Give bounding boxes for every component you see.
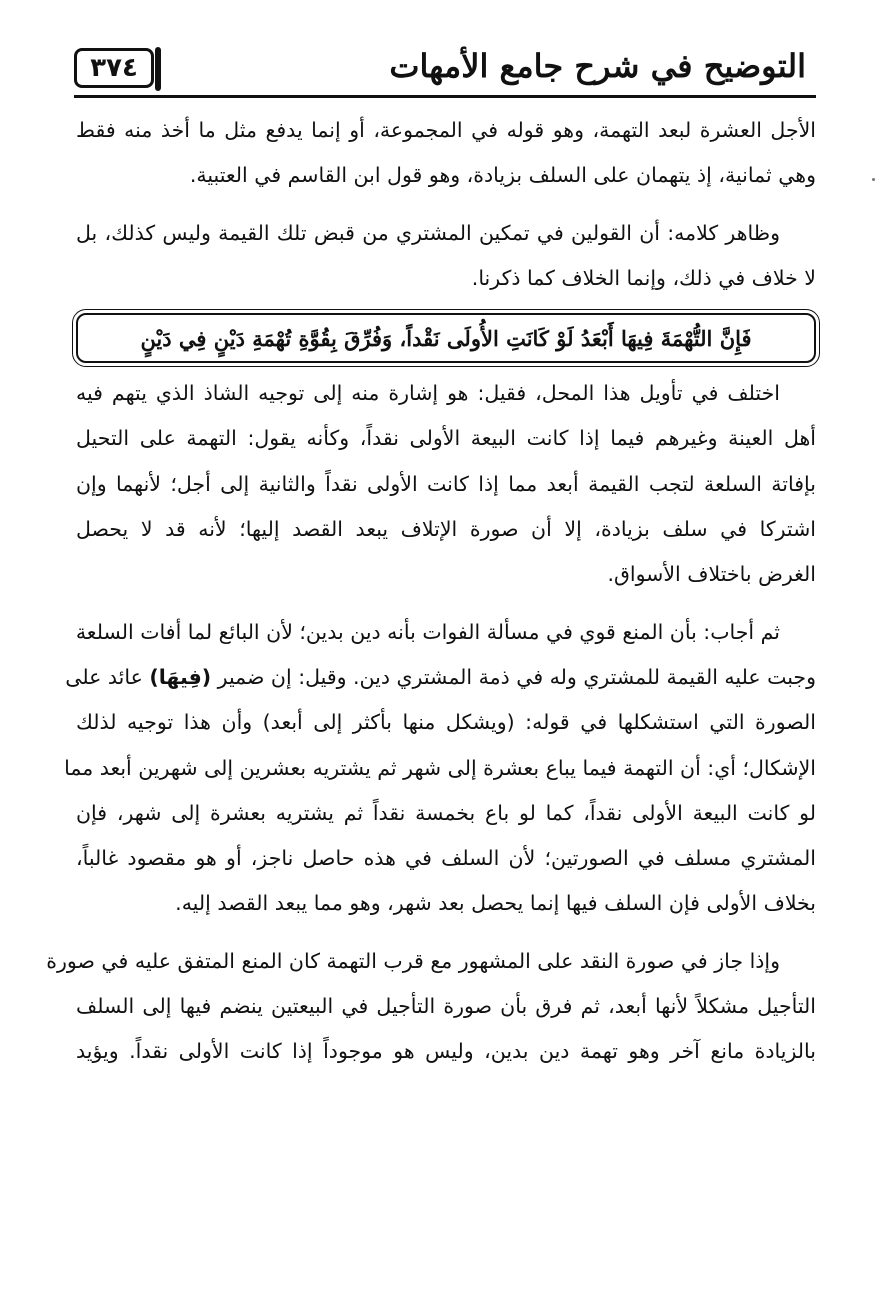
text-line: وظاهر كلامه: أن القولين في تمكين المشتري من قبض تلك القيمة وليس كذلك، بل	[76, 220, 780, 245]
text-line: بإفاتة السلعة لتجب القيمة أبعد مما إذا كانت الأولى نقداً والثانية إلى أجل؛ لأنهما وإن	[76, 471, 816, 496]
text-line: وهي ثمانية، إذ يتهمان على السلف بزيادة، وهو قول ابن القاسم في العتبية.	[189, 163, 816, 188]
page-header	[74, 40, 816, 96]
paragraph-3	[76, 371, 816, 597]
matn-box	[76, 313, 816, 363]
text-line: المشتري مسلف في الصورتين؛ لأن السلف في هذه حاصل ناجز، أو هو مقصود غالباً،	[76, 846, 816, 871]
text-line: لا خلاف في ذلك، وإنما الخلاف كما ذكرنا.	[471, 265, 816, 290]
paragraph-1	[76, 108, 816, 199]
quoted-word: (فِيهَا)	[149, 664, 212, 689]
text-line: اشتركا في سلف بزيادة، إلا أن صورة الإتلاف يبعد القصد إليها؛ لأنه قد لا يحصل	[76, 517, 816, 542]
scan-speck	[872, 178, 875, 181]
page-body	[46, 108, 816, 1075]
text-line: وإذا جاز في صورة النقد على المشهور مع قرب التهمة كان المنع المتفق عليه في صورة	[46, 948, 780, 973]
text-line: الصورة التي استشكلها في قوله: (ويشكل منها بأكثر إلى أبعد) وأن هذا توجيه لذلك	[76, 710, 816, 735]
text-line: بالزيادة مانع آخر وهو تهمة دين بدين، وليس هو موجوداً إذا كانت الأولى نقداً. ويؤيد	[76, 1039, 816, 1064]
header-divider	[74, 95, 816, 98]
paragraph-2	[76, 211, 816, 302]
text-line: الأجل العشرة لبعد التهمة، وهو قوله في المجموعة، أو إنما يدفع مثل ما أخذ منه فقط	[76, 118, 816, 142]
text-line: اختلف في تأويل هذا المحل، فقيل: هو إشارة منه إلى توجيه الشاذ الذي يتهم فيه	[76, 381, 780, 406]
text-line: ثم أجاب: بأن المنع قوي في مسألة الفوات بأنه دين بدين؛ لأن البائع لما أفات السلعة	[75, 619, 780, 644]
text-line: الإشكال؛ أي: أن التهمة فيما يباع بعشرة إلى شهر ثم يشتريه بعشرين إلى شهرين أبعد مما	[64, 755, 816, 780]
text-line: التأجيل مشكلاً لأنها أبعد، ثم فرق بأن صورة التأجيل في البيعتين ينضم فيها إلى السلف	[76, 994, 816, 1019]
text-segment: وجبت عليه القيمة للمشتري وله في ذمة المشتري دين. وقيل: إن ضمير	[217, 664, 816, 689]
paragraph-4	[64, 610, 816, 927]
matn-text: فَإِنَّ التُّهْمَةَ فِيهَا أَبْعَدُ لَوْ كَانَتِ الأُولَى نَقْداً، وَفُرِّقَ بِقُوَّةِ تُهْمَةِ دَيْنٍ فِي دَيْنٍ	[140, 325, 752, 351]
text-line: بخلاف الأولى فإن السلف فيها إنما يحصل بعد شهر، وهو مما يبعد القصد إليه.	[175, 891, 816, 916]
page-number: ٣٧٤	[74, 48, 154, 88]
text-segment: عائد على	[65, 664, 143, 689]
text-line: أهل العينة وغيرهم فيما إذا كانت البيعة الأولى نقداً، وكأنه يقول: التهمة على التحيل	[76, 426, 816, 451]
paragraph-5	[46, 939, 816, 1075]
book-title: التوضيح في شرح جامع الأمهات	[389, 47, 806, 85]
text-line: لو كانت البيعة الأولى نقداً، كما لو باع بخمسة نقداً ثم يشتريه بعشرة إلى شهر، فإن	[76, 800, 816, 825]
text-line: الغرض باختلاف الأسواق.	[607, 562, 816, 587]
text-line	[65, 655, 816, 700]
